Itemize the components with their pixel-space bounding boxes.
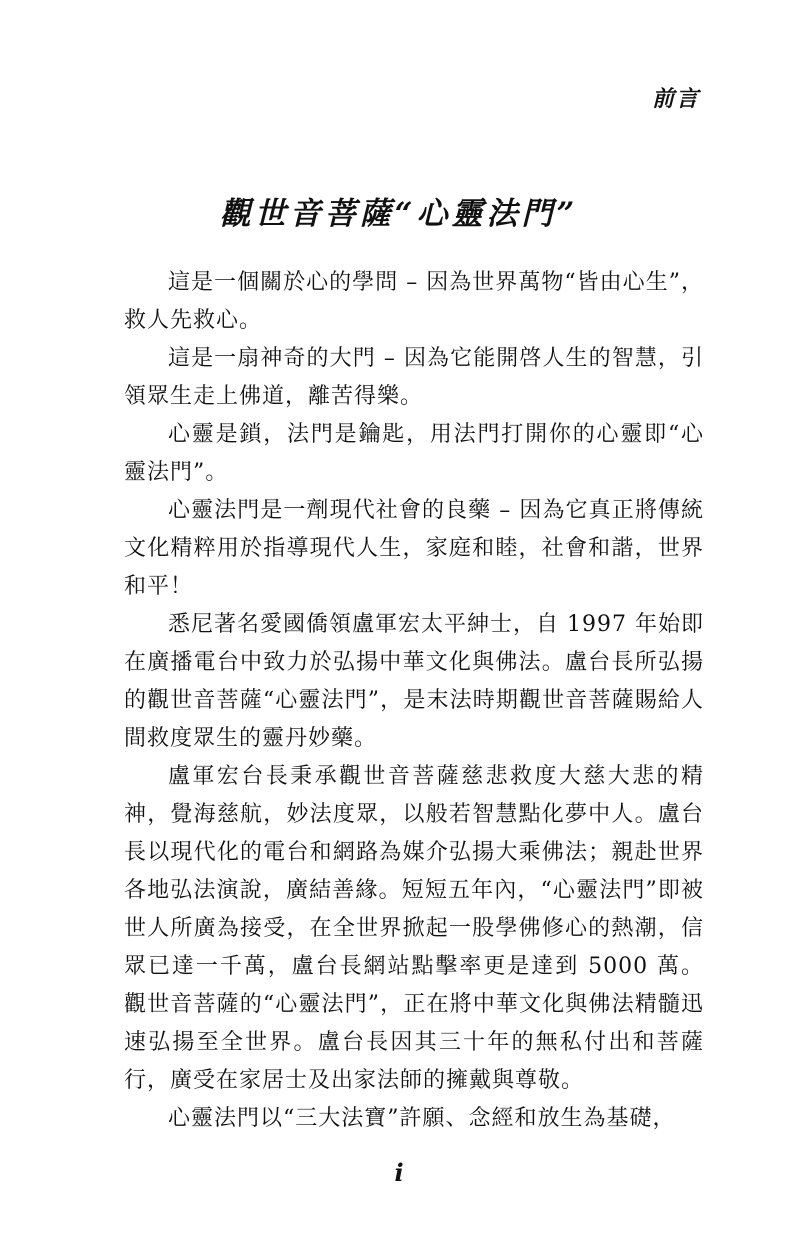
- paragraph: 悉尼著名愛國僑領盧軍宏太平紳士，自 1997 年始即在廣播電台中致力於弘揚中華文化與佛法。盧台長所弘揚的觀世音菩薩“心靈法門”，是末法時期觀世音菩薩賜給人間救度眾生的靈丹妙藥。: [124, 612, 704, 751]
- body-text: [124, 264, 704, 1138]
- paragraph: 心靈是鎖，法門是鑰匙，用法門打開你的心靈即“心靈法門”。: [124, 422, 704, 485]
- paragraph: 這是一扇神奇的大門 – 因為它能開啓人生的智慧，引領眾生走上佛道，離苦得樂。: [124, 346, 704, 409]
- paragraph: 心靈法門以“三大法寶”許願、念經和放生為基礎，: [168, 1106, 676, 1131]
- page-number: i: [394, 1158, 404, 1187]
- paragraph: 心靈法門是一劑現代社會的良藥 – 因為它真正將傳統文化精粹用於指導現代人生，家庭和睦，社會和諧，世界和平！: [124, 498, 704, 599]
- running-header: 前言: [651, 86, 700, 112]
- paragraph: 這是一個關於心的學問 – 因為世界萬物“皆由心生”，救人先救心。: [124, 270, 704, 333]
- paragraph: 盧軍宏台長秉承觀世音菩薩慈悲救度大慈大悲的精神，覺海慈航，妙法度眾，以般若智慧點化夢中人。盧台長以現代化的電台和網路為媒介弘揚大乘佛法；親赴世界各地弘法演說，廣結善緣。短短五年內，“心靈法門”即被世人所廣為接受，在全世界掀起一股學佛修心的熱潮，信眾已達一千萬，盧台長網站點擊率更是達到 5000 萬。觀世音菩薩的“心靈法門”，正在將中華文化與佛法精髓迅速弘揚至全世界。盧台長因其三十年的無私付出和菩薩行，廣受在家居士及出家法師的擁戴與尊敬。: [124, 764, 704, 1093]
- page-title: 觀世音菩薩“心靈法門”: [219, 196, 579, 232]
